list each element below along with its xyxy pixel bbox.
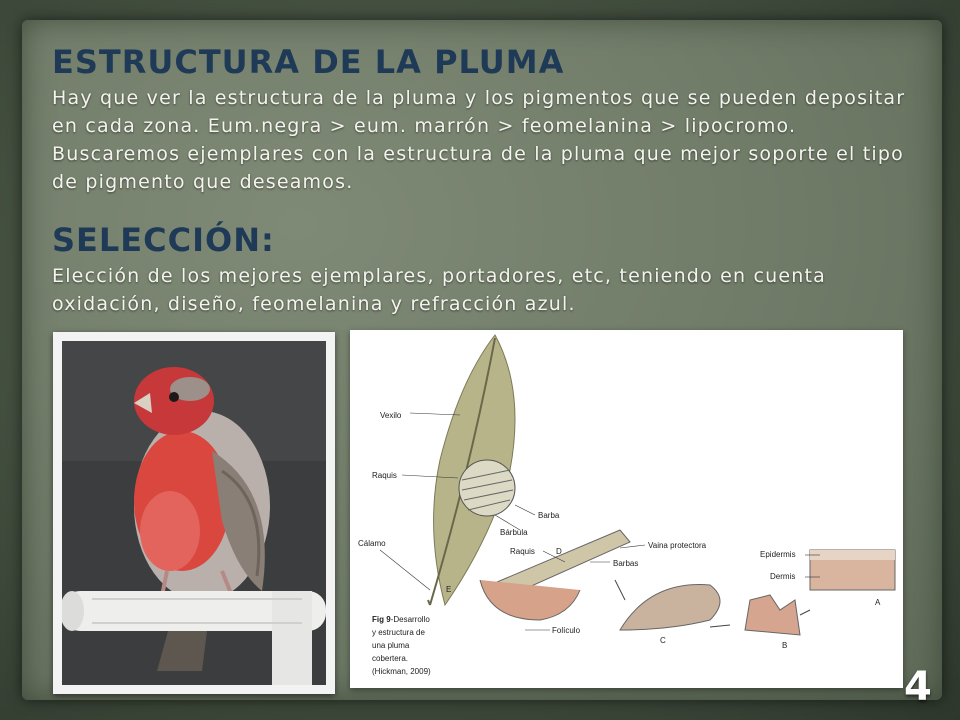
label-raquis: Raquis [372, 471, 397, 480]
section-title-estructura: ESTRUCTURA DE LA PLUMA [52, 43, 565, 81]
label-e: E [446, 585, 452, 594]
label-barba: Barba [538, 511, 560, 520]
label-c: C [660, 636, 666, 645]
label-raquis-detail: Raquis [510, 547, 535, 556]
canary-illustration [62, 341, 326, 685]
label-foliculo: Folículo [552, 626, 581, 635]
caption-line1: -Desarrollo [390, 615, 430, 624]
label-calamo: Cálamo [358, 539, 386, 548]
slide-number: 4 [904, 664, 932, 710]
caption-line4: cobertera. [372, 654, 409, 663]
text-content [52, 40, 922, 318]
label-a: A [875, 598, 881, 607]
label-d: D [556, 547, 562, 556]
feather-structure-diagram [350, 330, 903, 688]
label-vexilo: Vexilo [380, 411, 402, 420]
label-barbas: Barbas [613, 559, 639, 568]
label-b: B [782, 641, 788, 650]
caption-fig: Fig 9 [372, 615, 391, 624]
paragraph-seleccion: Elección de los mejores ejemplares, portadores, etc, teniendo en cuenta oxidación, diseño, feomelanina y refracción azul. [52, 265, 827, 315]
caption-line5: (Hickman, 2009) [372, 667, 431, 676]
label-dermis: Dermis [770, 572, 796, 581]
label-barbula: Bárbula [500, 528, 528, 537]
caption-line3: una pluma [372, 641, 410, 650]
caption-line2: y estructura de [372, 628, 425, 637]
label-epidermis: Epidermis [760, 550, 796, 559]
canary-photo-frame [53, 332, 335, 694]
canary-photo [62, 341, 326, 685]
paragraph-estructura: Hay que ver la estructura de la pluma y los pigmentos que se pueden depositar en cada zona. Eum.negra > eum. marrón > feomelanina > lipocromo. Buscaremos ejemplares con la estructura de la pluma que mejor soporte el tipo de pigmento que deseamos. [52, 87, 906, 193]
diagram-caption [372, 613, 462, 678]
section-title-seleccion: SELECCIÓN: [52, 221, 275, 259]
label-vaina-protectora: Vaina protectora [648, 541, 707, 550]
